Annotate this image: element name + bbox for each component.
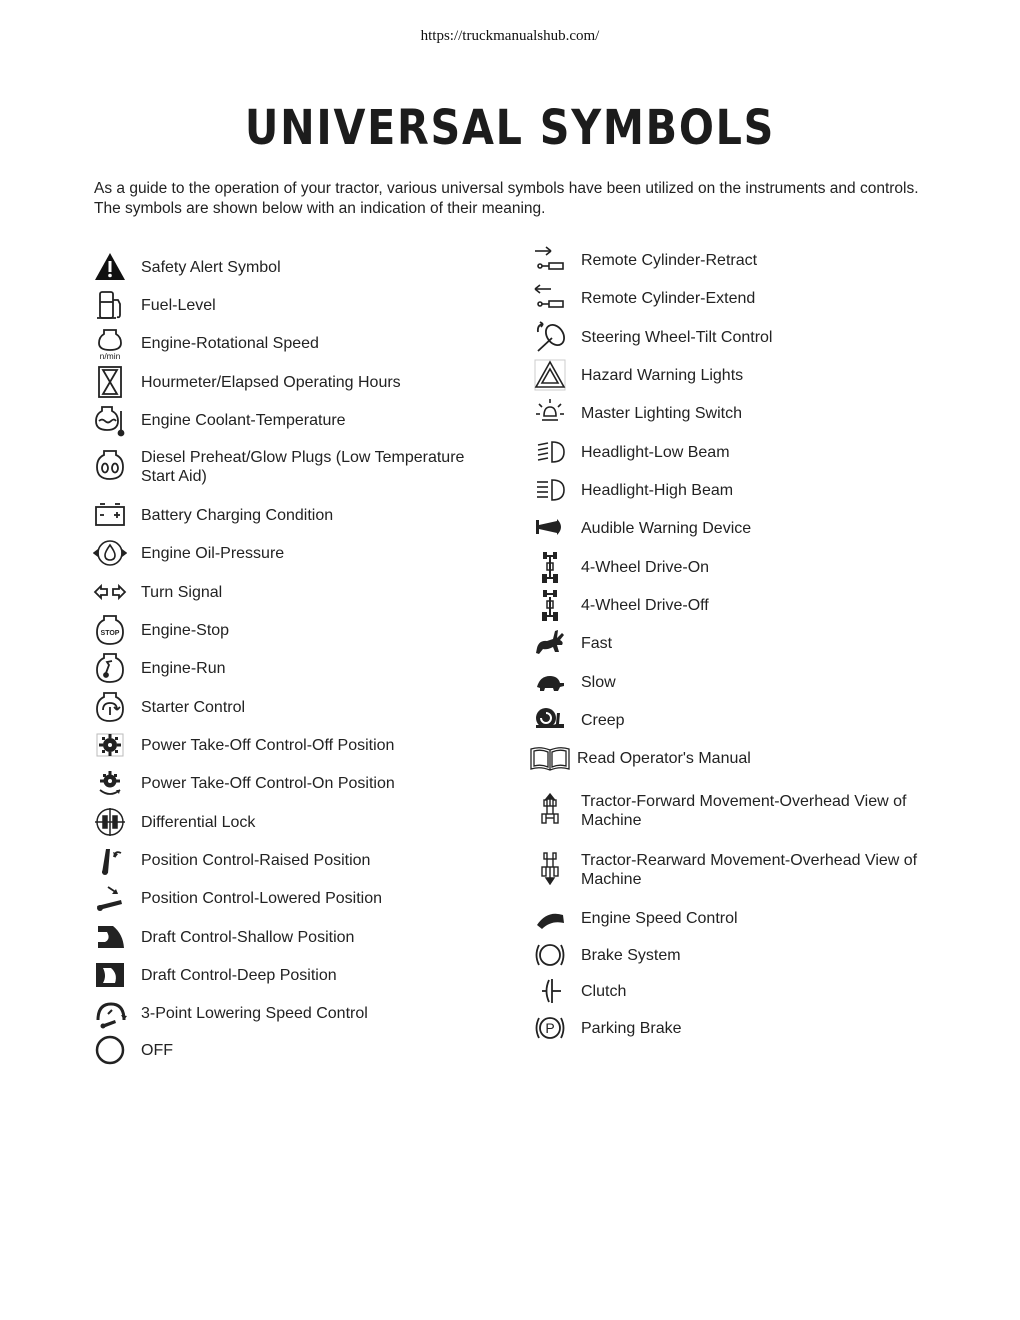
- symbol-item: Diesel Preheat/Glow Plugs (Low Temperature Start Aid): [92, 447, 492, 486]
- symbol-item: Master Lighting Switch: [532, 395, 932, 431]
- symbol-item: Turn Signal: [92, 574, 492, 610]
- symbol-item: STOP Engine-Stop: [92, 612, 492, 648]
- symbol-item: Remote Cylinder-Extend: [532, 280, 932, 316]
- symbol-item: Draft Control-Shallow Position: [92, 919, 492, 955]
- clutch-icon: [532, 973, 568, 1009]
- cylinder-extend-icon: [532, 280, 568, 316]
- symbol-item: Clutch: [532, 973, 932, 1009]
- symbol-item: 3-Point Lowering Speed Control: [92, 995, 492, 1031]
- symbol-item: Starter Control: [92, 689, 492, 725]
- intro-text: As a guide to the operation of your tractor, various universal symbols have been utilized on the instruments and controls. The symbols are shown below with an indication of their meaning.: [94, 180, 919, 217]
- horn-icon: [532, 510, 568, 546]
- differential-lock-icon: [92, 804, 128, 840]
- symbol-item: Battery Charging Condition: [92, 497, 492, 533]
- symbol-item: Safety Alert Symbol: [92, 249, 492, 285]
- symbol-item: Hourmeter/Elapsed Operating Hours: [92, 364, 492, 400]
- n-min-text: n/min: [99, 351, 121, 360]
- symbol-item: Slow: [532, 664, 932, 700]
- stop-text: STOP: [100, 630, 120, 637]
- page-title: UNIVERSAL SYMBOLS: [244, 100, 776, 156]
- turn-signal-icon: [92, 574, 128, 610]
- page-url: https://truckmanualshub.com/: [420, 28, 600, 44]
- position-lowered-icon: [92, 880, 128, 916]
- symbol-item: 4-Wheel Drive-Off: [532, 587, 932, 623]
- symbol-item: Engine Coolant-Temperature: [92, 402, 492, 438]
- rabbit-icon: [532, 625, 568, 661]
- tractor-rearward-icon: [532, 850, 568, 886]
- master-lighting-icon: [532, 395, 568, 431]
- symbol-item: Steering Wheel-Tilt Control: [532, 319, 932, 355]
- symbol-item: Audible Warning Device: [532, 510, 932, 546]
- position-raised-icon: [92, 842, 128, 878]
- turtle-icon: [532, 664, 568, 700]
- symbol-item: Power Take-Off Control-Off Position: [92, 727, 492, 763]
- symbol-item: Fuel-Level: [92, 287, 492, 323]
- symbol-item: Fast: [532, 625, 932, 661]
- high-beam-icon: [532, 472, 568, 508]
- snail-icon: [532, 702, 568, 738]
- symbol-item: Creep: [532, 702, 932, 738]
- symbol-item: Engine-Run: [92, 650, 492, 686]
- engine-rotational-speed-icon: [92, 325, 128, 361]
- symbol-item: Position Control-Raised Position: [92, 842, 492, 878]
- coolant-temperature-icon: [92, 402, 128, 438]
- glow-plugs-icon: [92, 447, 128, 483]
- symbol-item: Brake System: [532, 937, 932, 973]
- safety-alert-icon: [92, 249, 128, 285]
- symbol-item: Draft Control-Deep Position: [92, 957, 492, 993]
- cylinder-retract-icon: [532, 242, 568, 278]
- symbol-item: OFF: [92, 1032, 492, 1068]
- hazard-warning-icon: [532, 357, 568, 393]
- symbol-item: Engine Speed Control: [532, 900, 932, 936]
- symbol-item: Power Take-Off Control-On Position: [92, 765, 492, 801]
- symbol-item: Read Operator's Manual: [532, 740, 932, 776]
- battery-icon: [92, 497, 128, 533]
- fuel-level-icon: [92, 287, 128, 323]
- draft-deep-icon: [92, 957, 128, 993]
- pto-off-icon: [92, 727, 128, 763]
- tractor-forward-icon: [532, 791, 568, 827]
- brake-system-icon: [532, 937, 568, 973]
- steering-tilt-icon: [532, 319, 568, 355]
- oil-pressure-icon: [92, 535, 128, 571]
- lowering-speed-icon: [92, 995, 128, 1031]
- engine-run-icon: [92, 650, 128, 686]
- low-beam-icon: [532, 434, 568, 470]
- off-icon: [92, 1032, 128, 1068]
- symbol-item: P Parking Brake: [532, 1010, 932, 1046]
- symbol-item: Engine Oil-Pressure: [92, 535, 492, 571]
- symbol-item: n/min Engine-Rotational Speed: [92, 325, 492, 361]
- symbol-item: Headlight-Low Beam: [532, 434, 932, 470]
- symbol-item: Position Control-Lowered Position: [92, 880, 492, 916]
- symbol-item: Headlight-High Beam: [532, 472, 932, 508]
- symbol-item: 4-Wheel Drive-On: [532, 549, 932, 585]
- starter-control-icon: [92, 689, 128, 725]
- symbol-item: Remote Cylinder-Retract: [532, 242, 932, 278]
- draft-shallow-icon: [92, 919, 128, 955]
- book-icon: [528, 740, 572, 776]
- symbol-item: Tractor-Forward Movement-Overhead View of Machine: [532, 791, 932, 830]
- symbol-item: Hazard Warning Lights: [532, 357, 932, 393]
- four-wheel-drive-off-icon: [532, 587, 568, 623]
- p-text: P: [545, 1020, 555, 1036]
- pto-on-icon: [92, 765, 128, 801]
- engine-stop-icon: [92, 612, 128, 648]
- symbol-item: Differential Lock: [92, 804, 492, 840]
- symbol-item: Tractor-Rearward Movement-Overhead View of Machine: [532, 850, 932, 889]
- parking-brake-icon: [532, 1010, 568, 1046]
- hourmeter-icon: [92, 364, 128, 400]
- engine-speed-control-icon: [532, 900, 568, 936]
- four-wheel-drive-on-icon: [532, 549, 568, 585]
